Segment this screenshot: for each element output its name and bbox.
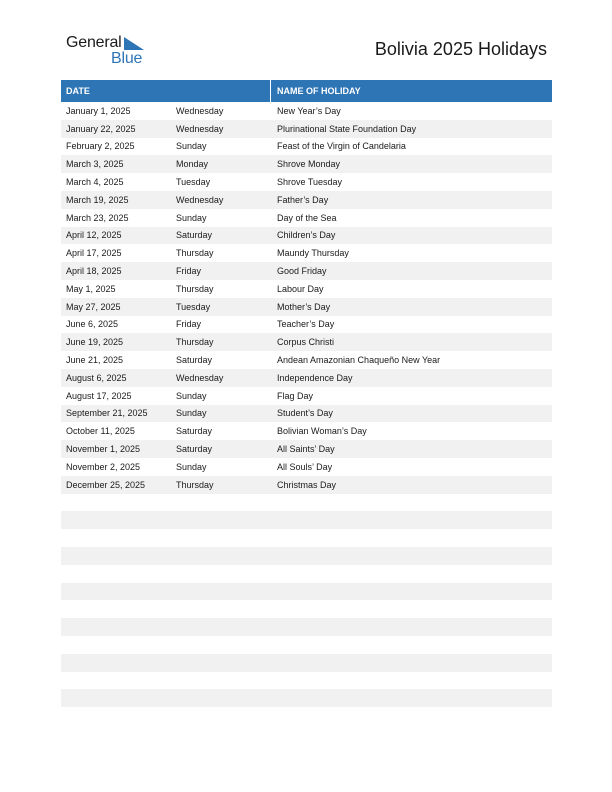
row-date: June 21, 2025 bbox=[66, 355, 124, 366]
row-weekday: Thursday bbox=[176, 479, 214, 490]
table-row bbox=[61, 672, 552, 690]
table-header bbox=[61, 80, 552, 102]
row-date: March 19, 2025 bbox=[66, 194, 129, 205]
table-row bbox=[61, 636, 552, 654]
row-weekday: Saturday bbox=[176, 426, 213, 437]
table-row bbox=[61, 565, 552, 583]
row-weekday: Wednesday bbox=[176, 105, 224, 116]
row-date: March 23, 2025 bbox=[66, 212, 129, 223]
row-holiday-name: Mother’s Day bbox=[277, 301, 331, 312]
table-row bbox=[61, 209, 552, 227]
row-date: March 3, 2025 bbox=[66, 159, 124, 170]
row-weekday: Wednesday bbox=[176, 372, 224, 383]
row-weekday: Friday bbox=[176, 266, 202, 277]
table-row bbox=[61, 333, 552, 351]
table-row bbox=[61, 280, 552, 298]
page-title: Bolivia 2025 Holidays bbox=[374, 39, 547, 59]
row-date: May 27, 2025 bbox=[66, 301, 121, 312]
row-date: June 6, 2025 bbox=[66, 319, 119, 330]
row-weekday: Thursday bbox=[176, 248, 214, 259]
row-weekday: Tuesday bbox=[176, 301, 211, 312]
table-row bbox=[61, 138, 552, 156]
table-row bbox=[61, 494, 552, 512]
row-holiday-name: Plurinational State Foundation Day bbox=[277, 123, 417, 134]
row-holiday-name: Flag Day bbox=[277, 390, 314, 401]
row-date: February 2, 2025 bbox=[66, 141, 135, 152]
logo-blue-text: Blue bbox=[111, 50, 143, 67]
table-row bbox=[61, 689, 552, 707]
row-date: September 21, 2025 bbox=[66, 408, 148, 419]
row-holiday-name: Children’s Day bbox=[277, 230, 336, 241]
row-weekday: Wednesday bbox=[176, 123, 224, 134]
row-holiday-name: All Souls’ Day bbox=[277, 461, 333, 472]
table-row bbox=[61, 262, 552, 280]
row-date: November 1, 2025 bbox=[66, 444, 141, 455]
row-holiday-name: All Saints’ Day bbox=[277, 444, 335, 455]
table-row bbox=[61, 458, 552, 476]
table-row bbox=[61, 369, 552, 387]
row-holiday-name: Teacher’s Day bbox=[277, 319, 335, 330]
row-date: April 17, 2025 bbox=[66, 248, 122, 259]
row-weekday: Tuesday bbox=[176, 177, 211, 188]
row-date: April 18, 2025 bbox=[66, 266, 122, 277]
row-holiday-name: Feast of the Virgin of Candelaria bbox=[277, 141, 406, 152]
row-weekday: Saturday bbox=[176, 444, 213, 455]
row-holiday-name: Father’s Day bbox=[277, 194, 329, 205]
row-weekday: Saturday bbox=[176, 230, 213, 241]
table-row bbox=[61, 351, 552, 369]
header-date: DATE bbox=[61, 80, 271, 102]
row-weekday: Sunday bbox=[176, 408, 207, 419]
table-row bbox=[61, 316, 552, 334]
row-date: June 19, 2025 bbox=[66, 337, 124, 348]
row-date: March 4, 2025 bbox=[66, 177, 124, 188]
table-row bbox=[61, 583, 552, 601]
table-row bbox=[61, 120, 552, 138]
row-weekday: Thursday bbox=[176, 337, 214, 348]
row-holiday-name: New Year’s Day bbox=[277, 105, 341, 116]
table-row bbox=[61, 405, 552, 423]
row-weekday: Monday bbox=[176, 159, 209, 170]
table-row bbox=[61, 440, 552, 458]
table-row bbox=[61, 155, 552, 173]
row-holiday-name: Good Friday bbox=[277, 266, 327, 277]
row-date: November 2, 2025 bbox=[66, 461, 141, 472]
table-row bbox=[61, 547, 552, 565]
row-date: January 22, 2025 bbox=[66, 123, 136, 134]
row-weekday: Sunday bbox=[176, 390, 207, 401]
table-row bbox=[61, 529, 552, 547]
row-weekday: Friday bbox=[176, 319, 202, 330]
table-row bbox=[61, 102, 552, 120]
row-holiday-name: Shrove Tuesday bbox=[277, 177, 343, 188]
row-weekday: Sunday bbox=[176, 141, 207, 152]
table-row bbox=[61, 618, 552, 636]
table-row bbox=[61, 173, 552, 191]
table-row bbox=[61, 476, 552, 494]
row-weekday: Saturday bbox=[176, 355, 213, 366]
table-row bbox=[61, 511, 552, 529]
table-row bbox=[61, 600, 552, 618]
table-body bbox=[61, 102, 552, 707]
row-weekday: Sunday bbox=[176, 461, 207, 472]
header-holiday-name: NAME OF HOLIDAY bbox=[277, 86, 361, 96]
row-holiday-name: Maundy Thursday bbox=[277, 248, 349, 259]
row-date: August 17, 2025 bbox=[66, 390, 132, 401]
row-date: October 11, 2025 bbox=[66, 426, 135, 437]
row-holiday-name: Bolivian Woman’s Day bbox=[277, 426, 367, 437]
row-date: August 6, 2025 bbox=[66, 372, 127, 383]
row-date: January 1, 2025 bbox=[66, 105, 131, 116]
row-holiday-name: Day of the Sea bbox=[277, 212, 337, 223]
generalblue-logo bbox=[66, 34, 156, 70]
table-row bbox=[61, 422, 552, 440]
table-row bbox=[61, 191, 552, 209]
row-holiday-name: Independence Day bbox=[277, 372, 353, 383]
row-holiday-name: Shrove Monday bbox=[277, 159, 341, 170]
row-weekday: Sunday bbox=[176, 212, 207, 223]
row-weekday: Wednesday bbox=[176, 194, 224, 205]
row-date: April 12, 2025 bbox=[66, 230, 122, 241]
row-holiday-name: Labour Day bbox=[277, 283, 324, 294]
row-holiday-name: Corpus Christi bbox=[277, 337, 335, 348]
table-row bbox=[61, 298, 552, 316]
table-row bbox=[61, 654, 552, 672]
row-weekday: Thursday bbox=[176, 283, 214, 294]
holiday-table bbox=[61, 80, 552, 707]
row-date: May 1, 2025 bbox=[66, 283, 116, 294]
table-row bbox=[61, 227, 552, 245]
row-holiday-name: Christmas Day bbox=[277, 479, 337, 490]
logo-triangle-icon bbox=[124, 37, 144, 50]
logo-general-text: General bbox=[66, 34, 122, 51]
row-holiday-name: Student’s Day bbox=[277, 408, 333, 419]
row-date: December 25, 2025 bbox=[66, 479, 146, 490]
row-holiday-name: Andean Amazonian Chaqueño New Year bbox=[277, 355, 441, 366]
table-row bbox=[61, 244, 552, 262]
table-row bbox=[61, 387, 552, 405]
